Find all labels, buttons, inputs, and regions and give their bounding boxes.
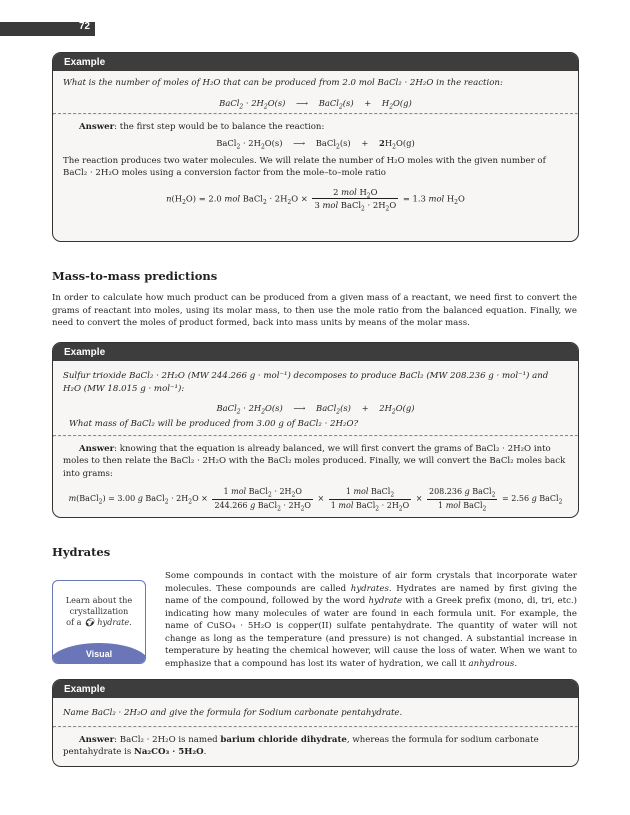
section-heading-mass-to-mass: Mass-to-mass predictions xyxy=(52,269,218,283)
answer-line: Answer: the first step would be to balance the reaction: xyxy=(79,121,325,132)
section-heading-hydrates: Hydrates xyxy=(52,545,111,559)
mass-to-mass-paragraph: In order to calculate how much product can be produced from a given mass of a reactant, we need first to convert the grams of reactant into moles, using its molar mass, to then use the mole ratio from the balanced equation. Finally, we need to convert the moles of product formed, back into mass units by means of the molar mass. xyxy=(52,293,577,328)
example-question-2: What mass of BaCl₂ will be produced from 3.00 g of BaCl₂ · 2H₂O? xyxy=(69,419,359,429)
example-question: What is the number of moles of H₂O that can be produced from 2.0 mol BaCl₂ · 2H₂O in the reaction: xyxy=(63,78,503,88)
reaction-equation: BaCl$_2$ · $2H_2O(s)$ ⟶ BaCl$_2$(s) + $H_2O(g)$ xyxy=(219,97,412,111)
example-box-1 xyxy=(52,52,579,242)
example-header: Example xyxy=(53,343,578,361)
answer-line: Answer: BaCl₂ · 2H₂O is named barium chloride dihydrate, whereas the formula for sodium carbonate pentahydrate is Na₂CO₃ · 5H₂O. xyxy=(63,734,539,757)
example-box-3 xyxy=(52,679,579,767)
conversion-equation: $n(H_2O) = 2.0$ mol BaCl$_2$ · $2H_2O$ × $\frac{2 mol H_2O}{3 mol BaCl_2 \cdot 2H_2O}$ = 1.3 mol $H_2O$ xyxy=(166,186,465,213)
example-box-2 xyxy=(52,342,579,518)
visual-button[interactable]: Visual xyxy=(52,643,146,663)
hydrates-paragraph: Some compounds in contact with the moisture of air form crystals that incorporate water molecules. These compounds are called hydrates. Hydrates are named by first giving the name of the compound, followed by the word hydrate with a Greek prefix (mono, di, tri, etc.) indicating how many molecules of water are found in each formula unit. For example, the name of CuSO₄ · 5H₂O is copper(II) sulfate pentahydrate. The quantity of water will not change as long as the temperature (and pressure) is not changed. A substantial increase in temperature by heating the chemical however, will cause the loss of water. When we want to emphasize that a compound has lost its water of hydration, we call it anhydrous. xyxy=(165,571,577,669)
example-question: Sulfur trioxide BaCl₂ · 2H₂O (MW 244.266 g · mol⁻¹) decomposes to produce BaCl₂ (MW 208.236 g · mol⁻¹) and H₂O (MW 18.015 g · mol⁻¹): xyxy=(63,371,549,394)
globe-icon: 🌍︎ xyxy=(84,617,95,627)
reaction-equation: BaCl$_2$ · $2H_2O(s)$ ⟶ BaCl$_2$(s) + $2H_2O(g)$ xyxy=(216,403,415,416)
example-question: Name BaCl₂ · 2H₂O and give the formula for Sodium carbonate pentahydrate. xyxy=(63,708,403,718)
explanation: The reaction produces two water molecules. We will relate the number of H₂O moles with the given number of BaCl₂ · 2H₂O moles using a conversion factor from the mole–to–mole ratio xyxy=(63,155,546,178)
example-header: Example xyxy=(53,680,578,698)
mass-conversion-equation: m(BaCl$_2$) = 3.00 g BaCl$_2$ · $2H_2O$ × $\frac{1 mol BaCl_2 \cdot 2H_2O}{244.266 g BaCl_2 \cdot 2H_2O}$ × $\frac{1 mol BaCl_2}{1 mol BaCl_2 \cdot 2H_2O}$ × $\frac{208.236 g BaCl_2}{1 mol BaCl_2}$ = 2.56 g BaCl$_2$ xyxy=(68,487,563,513)
example-header: Example xyxy=(53,53,578,71)
page-number: 72 xyxy=(79,21,91,32)
visual-sidebar[interactable]: Learn about the crystallization of a 🌍︎ hydrate. Visual xyxy=(52,580,146,664)
answer-line: Answer: knowing that the equation is already balanced, we will first convert the grams of BaCl₂ · 2H₂O into moles to then relate the BaCl₂ · 2H₂O with the BaCl₂ moles produced. Finally, we will convert the BaCl₂ moles back into grams: xyxy=(63,443,566,479)
balanced-equation: BaCl$_2$ · $2H_2O(s)$ ⟶ BaCl$_2$(s) + $2H_2O(g)$ xyxy=(216,138,415,151)
